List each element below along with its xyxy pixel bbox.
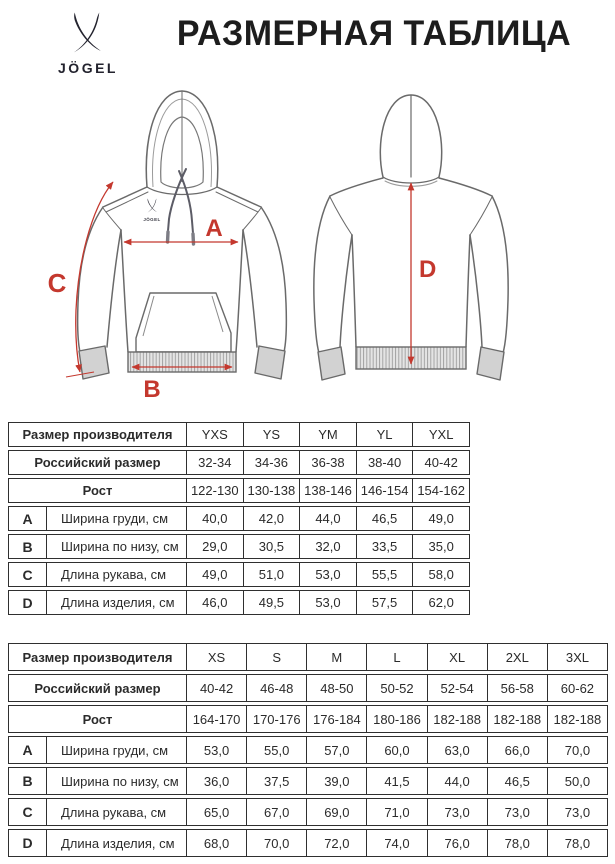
measure-letter: C	[22, 566, 33, 583]
height-range: 154-162	[412, 479, 469, 502]
size-value: 34-36	[243, 451, 300, 474]
hoodie-back-diagram	[305, 85, 555, 405]
size-code: YM	[299, 423, 356, 446]
table-row-measure-b	[8, 534, 470, 559]
measure-value: 68,0	[186, 830, 246, 856]
measure-value: 49,5	[243, 591, 300, 614]
measure-value: 78,0	[487, 830, 547, 856]
measure-value: 67,0	[246, 799, 306, 825]
table-row-russian-size	[8, 450, 470, 475]
measure-value: 44,0	[427, 768, 487, 794]
table-row-measure-d	[8, 829, 608, 857]
measure-value: 29,0	[186, 535, 243, 558]
measure-value: 53,0	[299, 563, 356, 586]
chest-logo-text: JÖGEL	[143, 217, 161, 222]
label-a: A	[205, 215, 223, 242]
measure-value: 30,5	[243, 535, 300, 558]
measure-value: 62,0	[412, 591, 469, 614]
measure-letter: A	[22, 510, 33, 527]
size-value: 52-54	[427, 675, 487, 701]
measure-value: 51,0	[243, 563, 300, 586]
kangaroo-pocket	[136, 293, 231, 352]
measure-value: 70,0	[246, 830, 306, 856]
page-title: РАЗМЕРНАЯ ТАБЛИЦА	[176, 14, 572, 53]
table-row-russian-size	[8, 674, 608, 702]
measure-value: 39,0	[306, 768, 366, 794]
row-label: Рост	[82, 483, 113, 498]
measure-letter: C	[22, 804, 33, 820]
measure-letter: A	[22, 742, 33, 758]
size-code: L	[366, 644, 426, 670]
measure-value: 55,0	[246, 737, 306, 763]
size-table-youth	[8, 422, 470, 618]
row-label: Рост	[82, 711, 113, 727]
measure-value: 49,0	[412, 507, 469, 530]
measure-value: 73,0	[427, 799, 487, 825]
measure-value: 46,0	[186, 591, 243, 614]
measure-letter: D	[22, 835, 33, 851]
measure-label: Длина рукава, см	[46, 799, 186, 825]
height-range: 180-186	[366, 706, 426, 732]
size-code: 3XL	[547, 644, 607, 670]
size-code: S	[246, 644, 306, 670]
measure-value: 66,0	[487, 737, 547, 763]
front-hood-inner-lines	[153, 91, 212, 188]
size-value: 36-38	[299, 451, 356, 474]
measure-value: 60,0	[366, 737, 426, 763]
measure-label: Длина изделия, см	[46, 591, 186, 614]
size-value: 32-34	[186, 451, 243, 474]
row-label: Российский размер	[34, 455, 161, 470]
height-range: 146-154	[356, 479, 413, 502]
row-label: Размер производителя	[22, 427, 173, 442]
size-value: 50-52	[366, 675, 426, 701]
size-code: XS	[186, 644, 246, 670]
measure-value: 53,0	[299, 591, 356, 614]
hoodie-front-diagram	[40, 85, 305, 405]
size-code: M	[306, 644, 366, 670]
height-range: 182-188	[427, 706, 487, 732]
table-row-measure-a	[8, 736, 608, 764]
measure-value: 72,0	[306, 830, 366, 856]
measure-label: Длина изделия, см	[46, 830, 186, 856]
size-code: XL	[427, 644, 487, 670]
measure-value: 36,0	[186, 768, 246, 794]
measure-label: Ширина груди, см	[46, 507, 186, 530]
size-value: 60-62	[547, 675, 607, 701]
height-range: 182-188	[547, 706, 607, 732]
size-value: 38-40	[356, 451, 413, 474]
measure-value: 70,0	[547, 737, 607, 763]
measure-letter: B	[22, 538, 33, 555]
front-ribbed-hem	[128, 352, 236, 372]
measure-value: 63,0	[427, 737, 487, 763]
measure-value: 35,0	[412, 535, 469, 558]
size-code: YL	[356, 423, 413, 446]
label-b: B	[143, 376, 161, 403]
measure-value: 71,0	[366, 799, 426, 825]
table-row-measure-a	[8, 506, 470, 531]
table-row-manufacturer-size	[8, 422, 470, 447]
height-range: 176-184	[306, 706, 366, 732]
size-code: YS	[243, 423, 300, 446]
row-label: Размер производителя	[22, 649, 173, 665]
measure-label: Ширина груди, см	[46, 737, 186, 763]
measure-value: 46,5	[487, 768, 547, 794]
height-range: 122-130	[186, 479, 243, 502]
measure-value: 32,0	[299, 535, 356, 558]
size-value: 48-50	[306, 675, 366, 701]
size-value: 40-42	[186, 675, 246, 701]
measure-value: 78,0	[547, 830, 607, 856]
label-c: C	[47, 268, 67, 298]
hood-drawstrings	[168, 169, 193, 233]
height-range: 138-146	[299, 479, 356, 502]
measure-value: 42,0	[243, 507, 300, 530]
brand-logo-icon	[64, 8, 110, 60]
table-row-measure-c	[8, 562, 470, 587]
measure-value: 46,5	[356, 507, 413, 530]
measure-value: 74,0	[366, 830, 426, 856]
measure-value: 40,0	[186, 507, 243, 530]
row-label: Российский размер	[34, 680, 161, 696]
chest-logo-icon	[148, 199, 157, 213]
size-code: 2XL	[487, 644, 547, 670]
table-row-measure-c	[8, 798, 608, 826]
measure-letter: B	[22, 773, 33, 789]
measure-value: 41,5	[366, 768, 426, 794]
measure-value: 49,0	[186, 563, 243, 586]
measure-value: 58,0	[412, 563, 469, 586]
height-range: 170-176	[246, 706, 306, 732]
measure-value: 55,5	[356, 563, 413, 586]
size-value: 40-42	[412, 451, 469, 474]
measure-value: 69,0	[306, 799, 366, 825]
table-row-height	[8, 478, 470, 503]
measure-value: 37,5	[246, 768, 306, 794]
measure-label: Длина рукава, см	[46, 563, 186, 586]
measure-value: 65,0	[186, 799, 246, 825]
measure-value: 76,0	[427, 830, 487, 856]
measure-label: Ширина по низу, см	[46, 768, 186, 794]
measure-value: 44,0	[299, 507, 356, 530]
size-code: YXL	[412, 423, 469, 446]
table-row-measure-b	[8, 767, 608, 795]
height-range: 182-188	[487, 706, 547, 732]
table-row-height	[8, 705, 608, 733]
height-range: 130-138	[243, 479, 300, 502]
measure-value: 57,5	[356, 591, 413, 614]
measure-value: 50,0	[547, 768, 607, 794]
height-range: 164-170	[186, 706, 246, 732]
size-value: 56-58	[487, 675, 547, 701]
table-row-manufacturer-size	[8, 643, 608, 671]
brand-logo-text: JÖGEL	[58, 60, 118, 76]
measure-value: 73,0	[487, 799, 547, 825]
measure-value: 33,5	[356, 535, 413, 558]
measure-label: Ширина по низу, см	[46, 535, 186, 558]
size-value: 46-48	[246, 675, 306, 701]
measure-letter: D	[22, 594, 33, 611]
size-code: YXS	[186, 423, 243, 446]
label-d: D	[419, 256, 437, 283]
size-table-adult	[8, 643, 608, 860]
measure-value: 73,0	[547, 799, 607, 825]
measure-value: 53,0	[186, 737, 246, 763]
table-row-measure-d	[8, 590, 470, 615]
measure-value: 57,0	[306, 737, 366, 763]
